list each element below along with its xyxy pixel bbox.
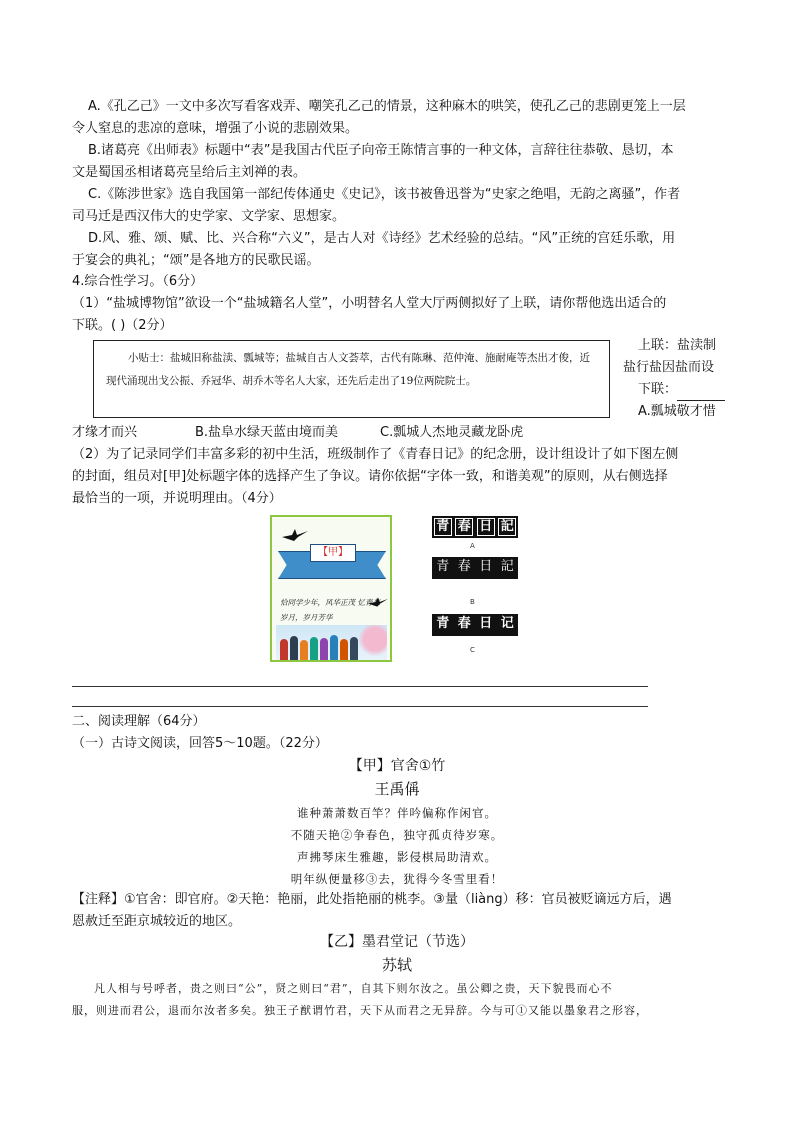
q3-option-c-cont: 司马迁是西汉伟大的史学家、文学家、思想家。: [72, 209, 346, 224]
student-figure: [320, 638, 328, 661]
font-c-char: 青: [436, 616, 450, 631]
section2-part1: （一）古诗文阅读，回答5～10题。（22分）: [72, 736, 328, 751]
student-figure: [290, 636, 298, 661]
font-c-char: 记: [500, 616, 514, 631]
student-figure: [300, 640, 308, 661]
student-figure: [340, 639, 348, 661]
font-a-char: 春: [455, 518, 473, 536]
student-figure: [330, 635, 338, 661]
q3-option-a: [72, 96, 722, 118]
prose-line: 凡人相与号呼者，贵之则曰“公”，贤之则曰“君”，自其下则尔汝之。虽公卿之贵，天下貌畏而心不: [94, 982, 613, 995]
font-option-c-letter: C: [470, 646, 475, 654]
tip-box: [93, 340, 610, 418]
poem-line: 声拂琴床生雅趣，影侵棋局助清欢。: [297, 850, 497, 864]
option-a-start: A.瓢城敬才惜: [638, 404, 716, 419]
couplet-blank[interactable]: [677, 388, 725, 401]
tip-text: [106, 347, 598, 393]
poem-note-cont: 恩赦迁至距京城较近的地区。: [72, 914, 242, 929]
font-option-c[interactable]: [432, 614, 518, 636]
tip-body: 盐城旧称盐渎、瓢城等；盐城自古人文荟萃，古代有陈琳、范仲淹、施耐庵等杰出才俊，近现代涌现出戈公振、乔冠华、胡乔木等名人大家，还先后走出了19位两院院士。: [106, 352, 590, 387]
q4-heading: 4.综合性学习。（6分）: [72, 274, 204, 289]
font-a-char: 日: [477, 518, 495, 536]
prose-author: 苏轼: [381, 956, 412, 974]
cover-image: [270, 515, 392, 662]
font-b-char: 青: [436, 559, 450, 574]
couplet-upper-cont: 盐行盐因盐而设: [623, 360, 715, 375]
font-c-char: 日: [479, 616, 493, 631]
q4-sub1-line1: （1）“盐城博物馆”欲设一个“盐城籍名人堂”，小明替名人堂大厅两侧拟好了上联，请你帮他选出适合的: [72, 296, 667, 311]
poem-note: 【注释】①官舍：即官府。②天艳：艳丽，此处指艳丽的桃李。③量（liàng）移：官员被贬谪远方后，遇: [72, 892, 672, 907]
q4-sub2-line2: 的封面，组员对[甲]处标题字体的选择产生了争议。请你依据“字体一致，和谐美观”的原则，从右侧选择: [72, 469, 668, 484]
q4-sub1-line2: 下联。( )（2分）: [72, 318, 173, 333]
cover-poem: 恰同学少年，风华正茂 忆青葱岁月，岁月芳华: [280, 598, 380, 622]
font-option-a[interactable]: [432, 516, 518, 538]
prose-line: 服，则进而君公，退而尔汝者多矣。独王子猷谓竹君，天下从而君之无异辞。今与可①又能以墨象君之形容，: [72, 1004, 648, 1017]
q3-option-c: C.《陈涉世家》选自我国第一部纪传体通史《史记》，该书被鲁迅誉为“史家之绝唱，无韵之离骚”，作者: [88, 187, 681, 202]
section2-heading: 二、阅读理解（64分）: [72, 714, 206, 729]
font-b-char: 春: [457, 559, 471, 574]
option-b: B.盐阜水绿天蓝由境而美: [195, 425, 339, 440]
option-c: C.瓢城人杰地灵藏龙卧虎: [380, 425, 524, 440]
q3-option-a-line1: A.《孔乙己》一文中多次写看客戏弄、嘲笑孔乙己的情景，这种麻木的哄笑，使孔乙己的悲剧更笼上一层: [88, 99, 686, 114]
option-a-end: 才缘才而兴: [72, 425, 138, 440]
q4-sub2-line1: （2）为了记录同学们丰富多彩的初中生活，班级制作了《青春日记》的纪念册，设计组设计了如下图左侧: [72, 447, 679, 462]
cover-photo: [276, 625, 387, 661]
font-option-a-letter: A: [470, 542, 475, 550]
tip-label: 小贴士：: [128, 352, 170, 364]
prose-title: 【乙】墨君堂记（节选）: [320, 934, 474, 950]
q3-option-d-cont: 于宴会的典礼；“颂”是各地方的民歌民谣。: [72, 253, 320, 268]
font-a-char: 青: [434, 518, 452, 536]
student-figure: [350, 637, 358, 661]
q3-option-d: D.风、雅、颂、赋、比、兴合称“六义”，是古人对《诗经》艺术经验的总结。“风”正统的宫廷乐歌，用: [88, 231, 676, 246]
font-option-b[interactable]: [432, 557, 518, 579]
font-a-char: 記: [498, 518, 516, 536]
font-b-char: 記: [500, 559, 514, 574]
poem-title: 【甲】官舍①竹: [348, 758, 446, 774]
q4-sub2-line3: 最恰当的一项，并说明理由。（4分）: [72, 491, 282, 506]
couplet-lower-label: 下联：: [638, 382, 678, 397]
poem-line: 谁种萧萧数百竿？伴吟偏称作闲官。: [297, 806, 497, 820]
bird-icon: [282, 529, 308, 541]
blossom-icon: [357, 625, 387, 661]
answer-line[interactable]: [72, 706, 648, 707]
couplet-lower: [638, 379, 725, 401]
answer-line[interactable]: [72, 686, 648, 687]
font-option-b-letter: B: [470, 598, 475, 606]
q3-option-b: B.诸葛亮《出师表》标题中“表”是我国古代臣子向帝王陈情言事的一种文体，言辞往往恭敬、恳切，本: [88, 143, 674, 158]
poem-author: 王禹偁: [374, 780, 420, 798]
cover-title-slot: 【甲】: [310, 544, 356, 562]
q3-option-a-cont: 令人窒息的悲凉的意味，增强了小说的悲剧效果。: [72, 121, 359, 136]
font-c-char: 春: [457, 616, 471, 631]
student-figure: [280, 639, 288, 661]
student-figure: [310, 637, 318, 661]
q3-option-b-cont: 文是蜀国丞相诸葛亮呈给后主刘禅的表。: [72, 165, 307, 180]
couplet-upper: 上联：盐渎制: [638, 338, 717, 353]
poem-line: 不随天艳②争春色，独守孤贞待岁寒。: [290, 828, 504, 842]
poem-line: 明年纵便量移③去，犹得今冬雪里看！: [290, 872, 504, 886]
font-b-char: 日: [479, 559, 493, 574]
